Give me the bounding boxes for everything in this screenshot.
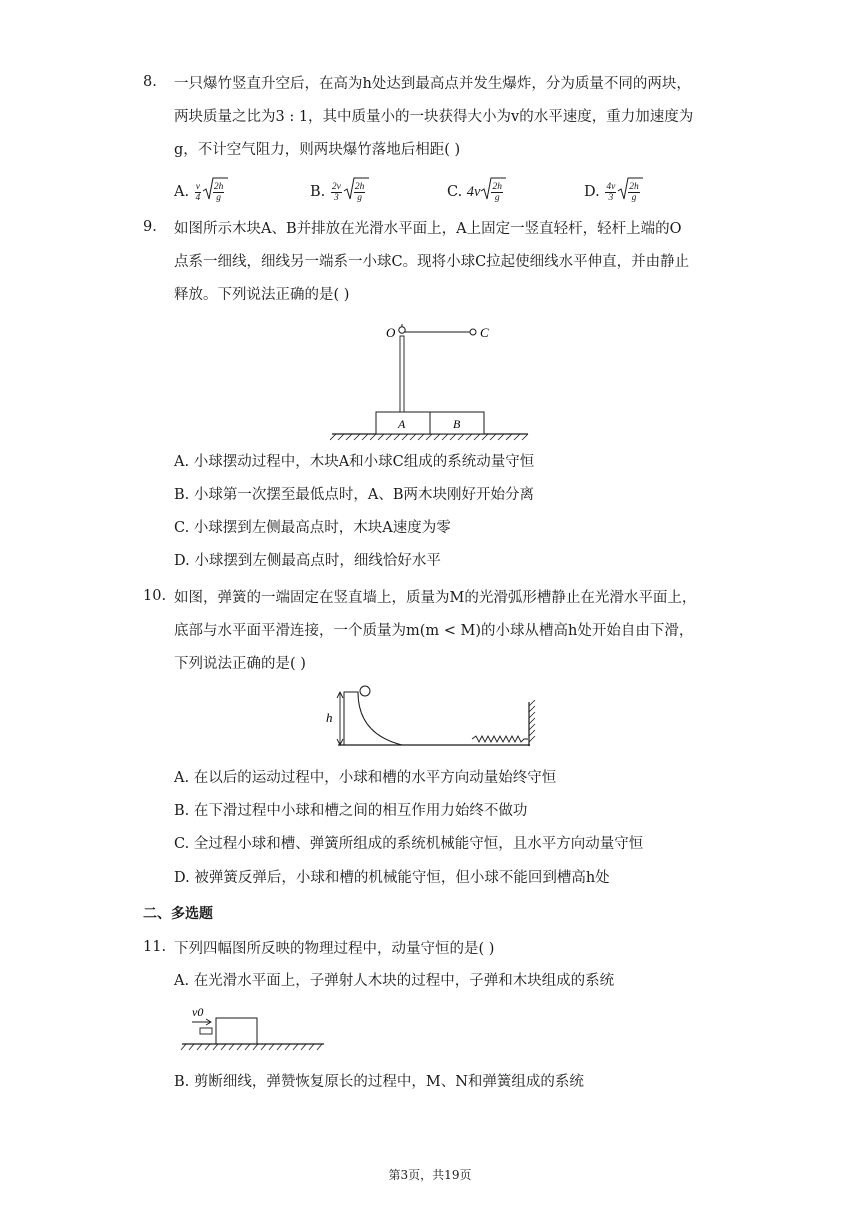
ball-c xyxy=(470,329,476,335)
wall-hatch xyxy=(529,700,535,742)
q9-line-1: 如图所示木块A、B并排放在光滑水平面上，A上固定一竖直轻杆，轻杆上端的O xyxy=(174,221,682,237)
label-c: C xyxy=(480,325,489,340)
label-h: h xyxy=(326,710,333,725)
q11-option-b: B. 剪断细线，弹赞恢复原长的过程中，M、N和弹簧组成的系统 xyxy=(174,1074,584,1090)
fraction: $\frac{2v}{3}$ xyxy=(331,181,341,203)
q11-number: 11. xyxy=(143,939,167,955)
option-label: B. xyxy=(310,184,326,200)
label-a: A xyxy=(398,417,406,431)
page-footer: 第3页，共19页 xyxy=(388,1168,472,1182)
q10-figure-slot-spring xyxy=(322,684,544,756)
q8-option-d xyxy=(584,176,641,208)
sqrt-fraction: $\frac{2h}{g}$ xyxy=(213,181,224,203)
q10-number: 10. xyxy=(143,588,167,604)
q8-option-a xyxy=(174,176,225,208)
q10-line-1: 如图，弹簧的一端固定在竖直墙上，质量为M的光滑弧形槽静止在光滑水平面上， xyxy=(174,590,697,606)
bullet xyxy=(200,1028,212,1034)
q8-number: 8. xyxy=(143,74,157,90)
spring xyxy=(472,736,528,742)
q8-option-b xyxy=(310,176,366,208)
q8-line-3: g，不计空气阻力，则两块爆竹落地后相距( ) xyxy=(174,142,461,158)
q8-option-c xyxy=(447,176,504,208)
option-label: C. xyxy=(447,184,463,200)
small-ball xyxy=(360,686,370,696)
q9-figure-pendulum-blocks xyxy=(330,316,530,442)
curved-slot xyxy=(344,692,402,745)
label-v0: v0 xyxy=(192,1005,204,1019)
q9-option-b: B. 小球第一次摆至最低点时，A、B两木块刚好开始分离 xyxy=(174,487,534,503)
option-label: D. xyxy=(584,184,600,200)
q9-option-a: A. 小球摆动过程中，木块A和小球C组成的系统动量守恒 xyxy=(174,454,535,470)
q10-option-a: A. 在以后的运动过程中，小球和槽的水平方向动量始终守恒 xyxy=(174,770,557,786)
q9-option-d: D. 小球摆到左侧最高点时，细线恰好水平 xyxy=(174,553,441,569)
q11-figure-bullet-block xyxy=(178,1002,328,1056)
coefficient: 4v xyxy=(466,184,481,200)
ground-hatch xyxy=(330,434,528,440)
label-b: B xyxy=(453,417,461,431)
q9-line-2: 点系一细线，细线另一端系一小球C。现将小球C拉起使细线水平伸直，并由静止 xyxy=(174,254,690,270)
ground-hatch xyxy=(181,1044,322,1050)
q10-option-d: D. 被弹簧反弹后，小球和槽的机械能守恒，但小球不能回到槽高h处 xyxy=(174,870,610,886)
q10-line-2: 底部与水平面平滑连接，一个质量为m(m < M)的小球从槽高h处开始自由下滑， xyxy=(174,623,694,639)
vertical-rod xyxy=(400,336,404,412)
option-label: A. xyxy=(174,184,190,200)
q11-option-a: A. 在光滑水平面上，子弹射人木块的过程中，子弹和木块组成的系统 xyxy=(174,973,615,989)
q10-line-3: 下列说法正确的是( ) xyxy=(174,656,306,672)
q8-line-1: 一只爆竹竖直升空后，在高为h处达到最高点并发生爆炸，分为质量不同的两块， xyxy=(174,76,691,92)
q9-line-3: 释放。下列说法正确的是( ) xyxy=(174,287,350,303)
q11-line-1: 下列四幅图所反映的物理过程中，动量守恒的是( ) xyxy=(174,941,495,957)
pivot-o xyxy=(399,327,405,333)
sqrt-fraction: $\frac{2h}{g}$ xyxy=(492,181,502,203)
fraction: $\frac{4v}{3}$ xyxy=(606,181,616,203)
wooden-block xyxy=(216,1018,257,1044)
sqrt-fraction: $\frac{2h}{g}$ xyxy=(354,181,365,203)
fraction: $\frac{v}{4}$ xyxy=(195,181,201,203)
q10-option-b: B. 在下滑过程中小球和槽之间的相互作用力始终不做功 xyxy=(174,803,528,819)
q10-option-c: C. 全过程小球和槽、弹簧所组成的系统机械能守恒，且水平方向动量守恒 xyxy=(174,836,644,852)
label-o: O xyxy=(386,325,396,340)
section-heading: 二、多选题 xyxy=(143,906,213,922)
sqrt-fraction: $\frac{2h}{g}$ xyxy=(629,181,639,203)
q9-option-c: C. 小球摆到左侧最高点时，木块A速度为零 xyxy=(174,520,451,536)
q8-line-2: 两块质量之比为3 : 1，其中质量小的一块获得大小为v的水平速度，重力加速度为 xyxy=(174,109,694,125)
q9-number: 9. xyxy=(143,219,157,235)
